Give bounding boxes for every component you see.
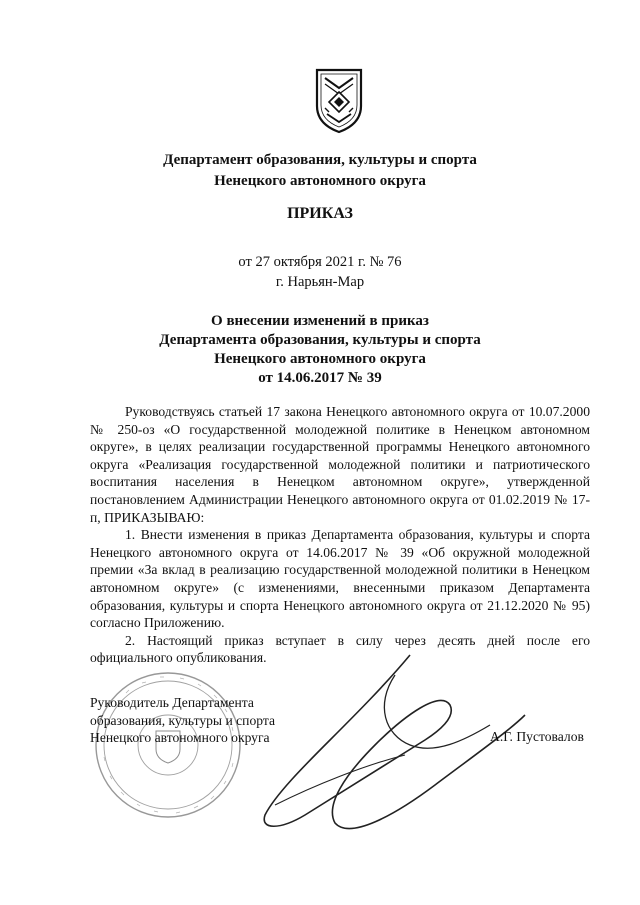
nenets-coat-of-arms-icon: [313, 66, 365, 134]
signatory-title-line-2: образования, культуры и спорта: [90, 712, 276, 728]
date-and-place: [0, 252, 640, 292]
subject-line-1: О внесении изменений в приказ: [211, 313, 429, 329]
subject-line-3: Ненецкого автономного округа: [214, 351, 426, 367]
preamble-paragraph: Руководствуясь статьей 17 закона Ненецкого автономного округа от 10.07.2000 № 250-оз «О государственной молодежной политике в Ненецком автономном округе», в целях реализации государственной программы Ненецкого автономного округа «Реализация государственной молодежной политики и патриотического воспитания населения в Ненецком автономном округе», утвержденной постановлением Администрации Ненецкого автономного округа от 01.02.2019 № 17-п, ПРИКАЗЫВАЮ:: [90, 404, 590, 525]
subject-line-4: от 14.06.2017 № 39: [258, 370, 382, 386]
order-date-number: от 27 октября 2021 г. № 76: [238, 254, 402, 270]
subject-line-2: Департамента образования, культуры и спорта: [159, 332, 481, 348]
department-line-2: Ненецкого автономного округа: [214, 173, 426, 189]
order-subject: [0, 312, 640, 388]
department-line-1: Департамент образования, культуры и спорта: [163, 152, 477, 168]
order-item-2: 2. Настоящий приказ вступает в силу через десять дней после его официального опубликования.: [90, 632, 590, 666]
document-type: ПРИКАЗ: [287, 205, 353, 222]
signatory-title-line-1: Руководитель Департамента: [90, 695, 254, 710]
order-body: [90, 403, 590, 667]
order-place: г. Нарьян-Мар: [275, 274, 365, 290]
signatory-name: А.Г. Пустовалов: [490, 729, 584, 744]
signatory-title-line-3: Ненецкого автономного округа: [90, 730, 270, 746]
order-item-1: 1. Внести изменения в приказ Департамента образования, культуры и спорта Ненецкого автономного округа от 14.06.2017 № 39 «Об окружной молодежной премии «За вклад в реализацию государственной молодежной политики в Ненецком автономном округе» (с изменениями, внесенными приказом Департамента образования, культуры и спорта Ненецкого автономного округа от 21.12.2020 № 95) согласно Приложению.: [90, 527, 590, 631]
department-name: [0, 150, 640, 192]
